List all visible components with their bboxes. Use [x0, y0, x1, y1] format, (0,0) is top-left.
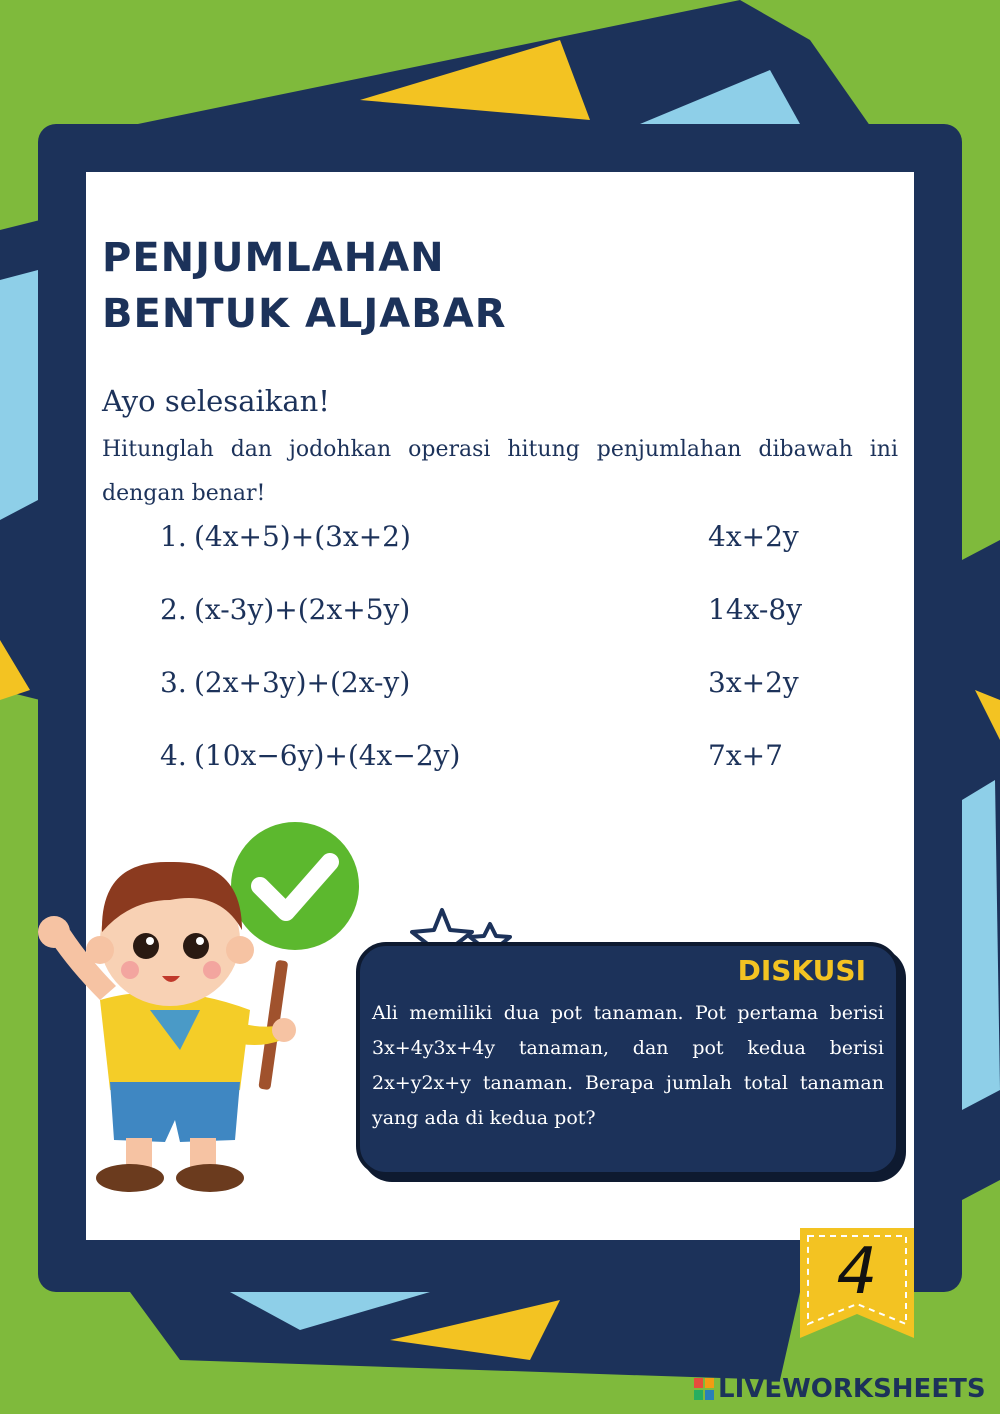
instruction-text: Hitunglah dan jodohkan operasi hitung penjumlahan dibawah ini dengan benar!	[102, 437, 898, 506]
page-title	[102, 230, 507, 342]
liveworksheets-watermark	[694, 1374, 986, 1404]
problem-row	[160, 739, 860, 789]
problem-expression[interactable]: (x-3y)+(2x+5y)	[194, 593, 411, 626]
liveworksheets-logo-icon	[694, 1378, 714, 1400]
problem-row	[160, 520, 860, 570]
problem-expression[interactable]: (4x+5)+(3x+2)	[194, 520, 411, 553]
answer-option[interactable]: 4x+2y	[708, 520, 799, 553]
problem-number: 1.	[160, 520, 187, 553]
subtitle: Ayo selesaikan!	[102, 384, 330, 418]
problem-row	[160, 666, 860, 716]
kid-illustration	[30, 820, 370, 1210]
problem-number: 3.	[160, 666, 187, 699]
problem-number: 4.	[160, 739, 187, 772]
discussion-box	[356, 942, 900, 1176]
answer-option[interactable]: 14x-8y	[708, 593, 803, 626]
title-line-2: BENTUK ALJABAR	[102, 291, 507, 337]
problem-expression[interactable]: (2x+3y)+(2x-y)	[194, 666, 411, 699]
discussion-title: DISKUSI	[737, 954, 866, 987]
problem-row	[160, 593, 860, 643]
discussion-text: Ali memiliki dua pot tanaman. Pot pertama berisi 3x+4y3x+4y tanaman, dan pot kedua berisi 2x+y2x+y tanaman. Berapa jumlah total tanaman yang ada di kedua pot?	[372, 1002, 884, 1129]
problem-number: 2.	[160, 593, 187, 626]
watermark-text: LIVEWORKSHEETS	[718, 1374, 986, 1404]
answer-option[interactable]: 7x+7	[708, 739, 783, 772]
page-number: 4	[836, 1235, 878, 1309]
problem-expression[interactable]: (10x−6y)+(4x−2y)	[194, 739, 461, 772]
answer-option[interactable]: 3x+2y	[708, 666, 799, 699]
check-icon	[231, 822, 359, 950]
title-line-1: PENJUMLAHAN	[102, 235, 445, 281]
